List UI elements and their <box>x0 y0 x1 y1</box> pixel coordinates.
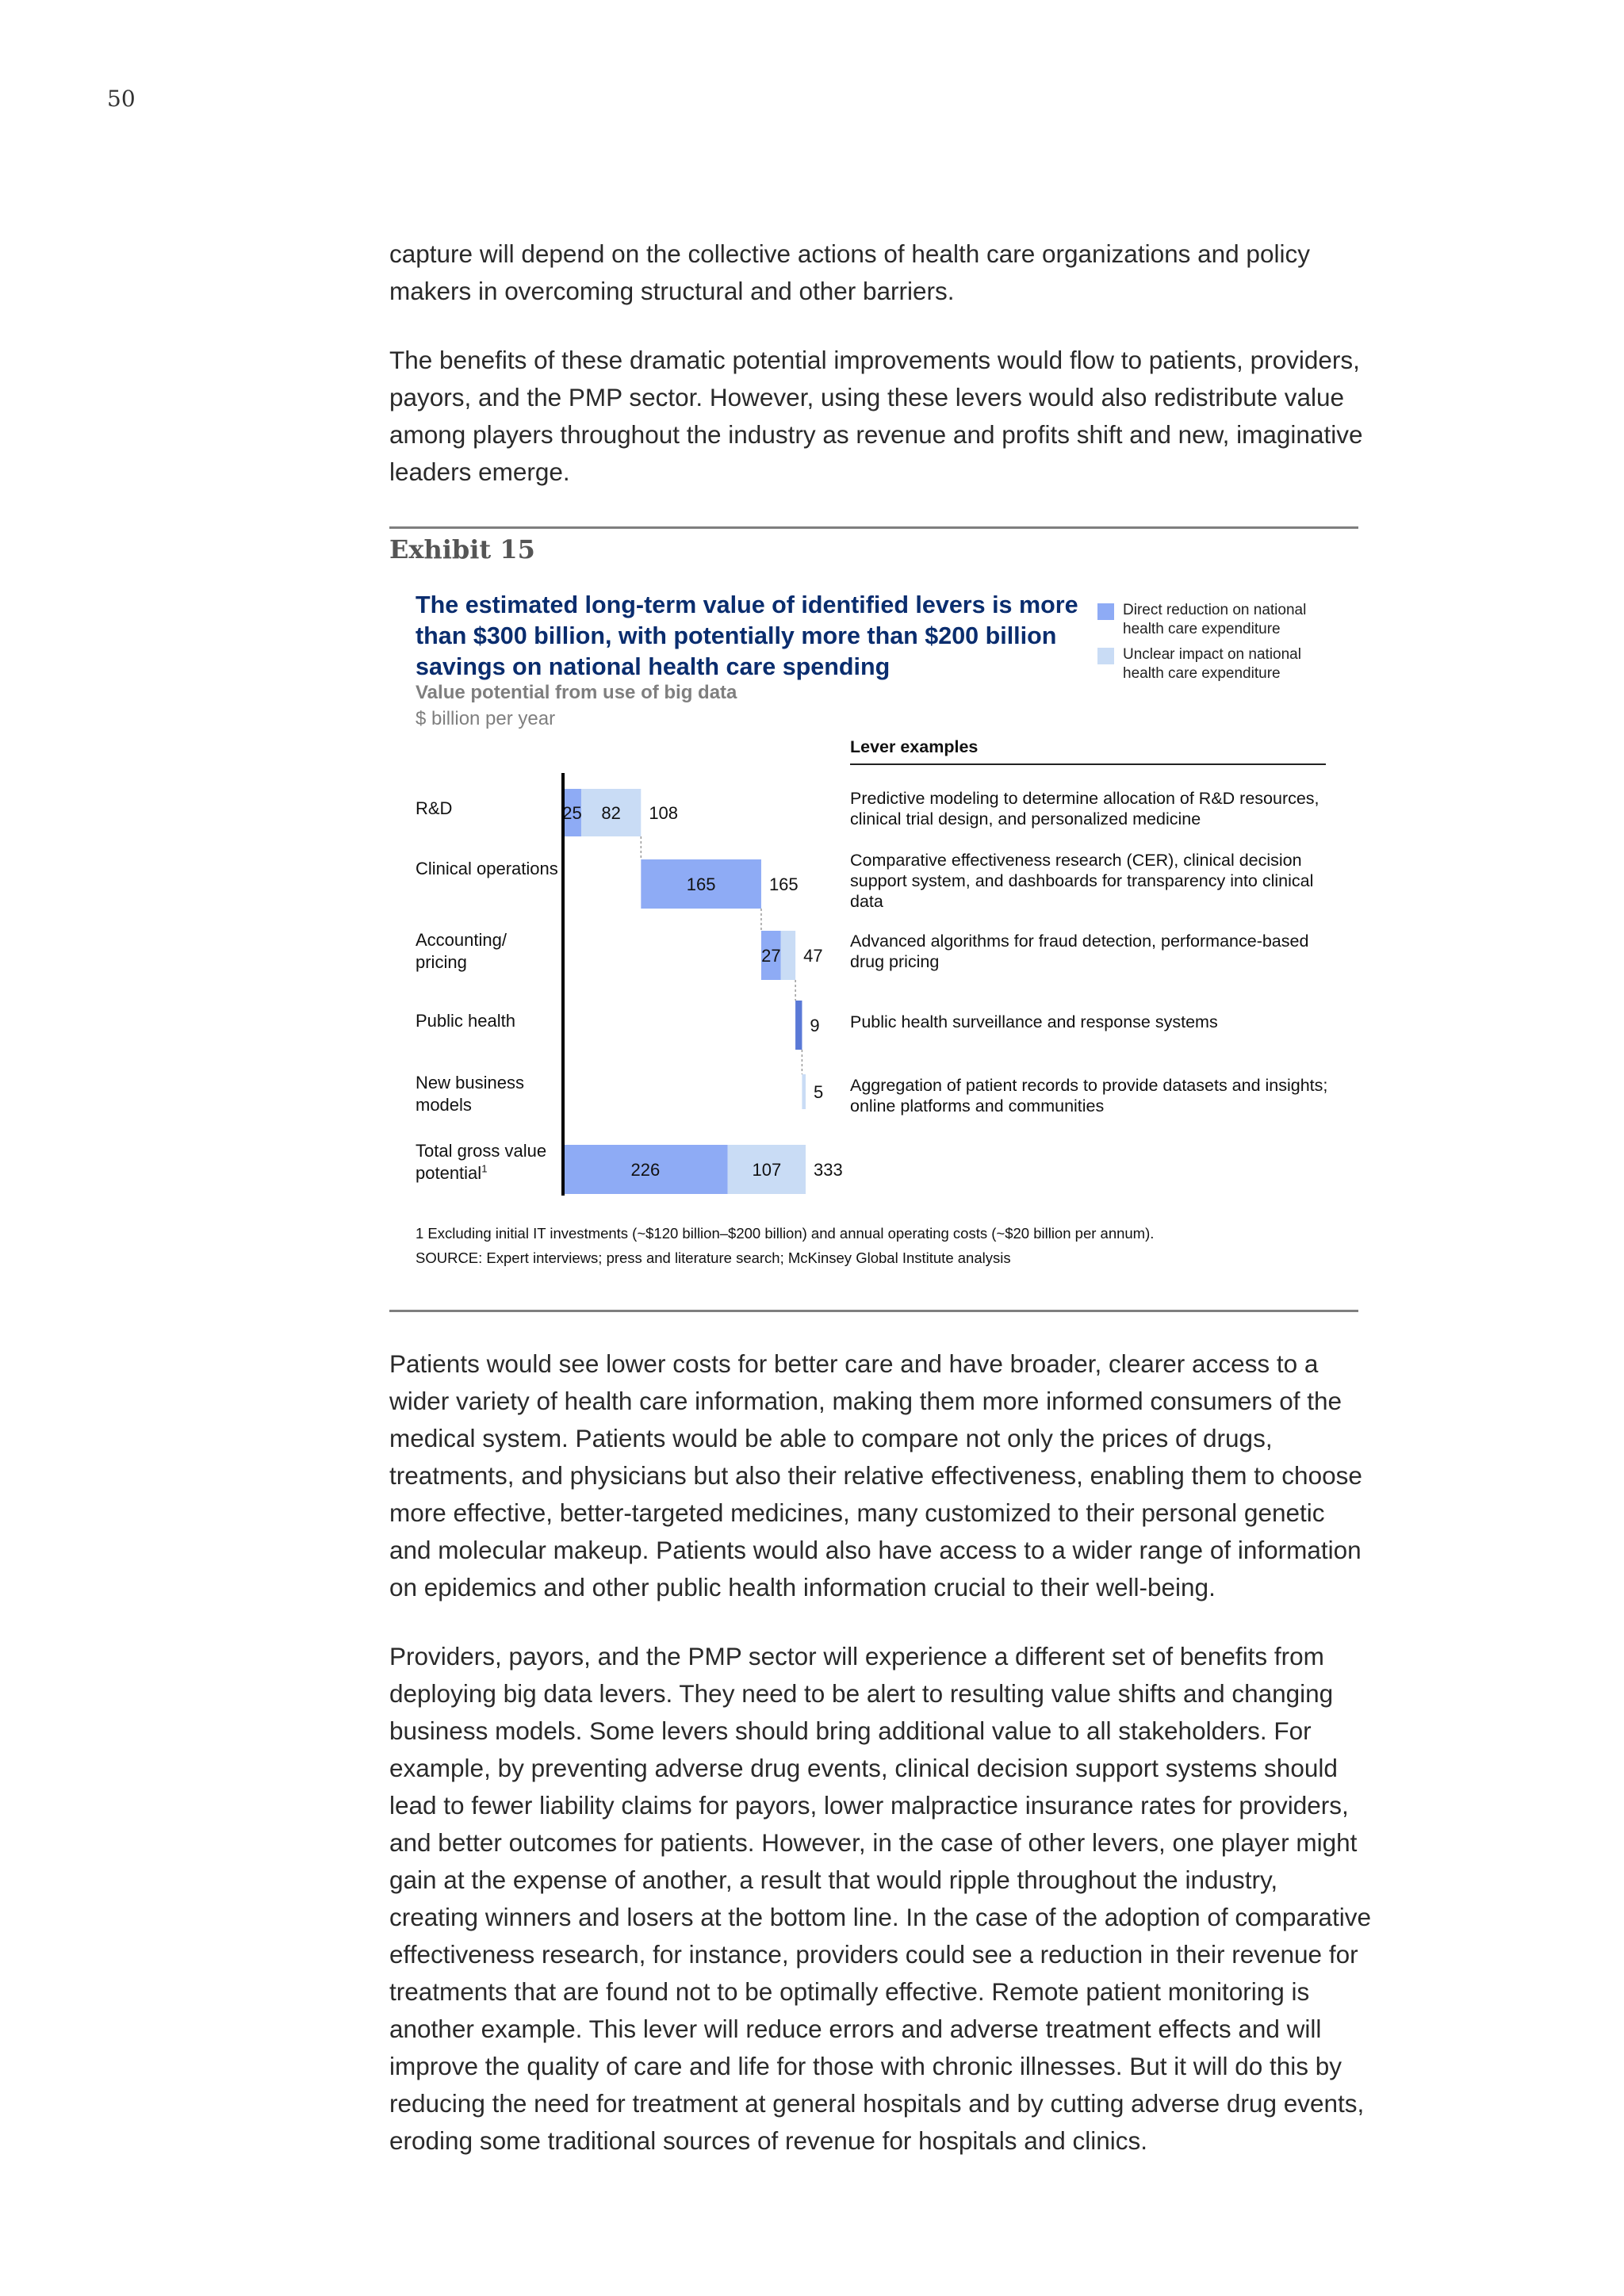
legend-label: Unclear impact on national health care expenditure <box>1123 646 1301 682</box>
total-label: 47 <box>803 946 823 966</box>
exhibit-bottom-rule <box>389 1310 1358 1312</box>
bar-direct-thin <box>795 1001 802 1050</box>
body-text <box>389 1345 1373 2191</box>
body-paragraph: Patients would see lower costs for better care and have broader, clearer access to a wider variety of health care information, making them more informed consumers of the medical system. Patients would be able to compare not only the prices of drugs, treatments, and physicians but also their relative effectiveness, enabling them to choose more effective, better-targeted medicines, many customized to their personal genetic and molecular makeup. Patients would also have access to a wider range of information on epidemics and other public health information crucial to their well-being. <box>389 1349 1362 1601</box>
lever-example-clinical-operations: Comparative effectiveness research (CER), clinical decision support system, and dashboards for transparency into clinical data <box>850 851 1314 911</box>
bar-unclear <box>802 1074 806 1109</box>
total-label: 5 <box>814 1082 824 1102</box>
segment-label: 25 <box>562 803 582 823</box>
row-label-accounting-pricing: Accounting/ pricing <box>416 930 507 972</box>
row-label-new-business-models: New business models <box>416 1073 524 1115</box>
lever-example-rnd: Predictive modeling to determine allocation of R&D resources, clinical trial design, and personalized medicine <box>850 789 1320 828</box>
row-label-public-health: Public health <box>416 1011 515 1031</box>
chart-unit: $ billion per year <box>416 708 556 729</box>
intro-paragraph: The benefits of these dramatic potential improvements would flow to patients, providers, payors, and the PMP sector. However, using these levers would also redistribute value among players throughout the industry as revenue and profits shift and new, imaginative leaders emerge. <box>389 346 1363 486</box>
segment-label: 226 <box>630 1160 661 1180</box>
body-paragraph: Providers, payors, and the PMP sector will experience a different set of benefits from deploying big data levers. They need to be alert to resulting value shifts and changing business models. Some levers should bring additional value to all stakeholders. For example, by preventing adverse drug events, clinical decision support systems should lead to fewer liability claims for payors, lower malpractice insurance rates for providers, and better outcomes for patients. However, in the case of other levers, one player might gain at the expense of another, a result that would ripple throughout the industry, creating winners and losers at the bottom line. In the case of the adoption of comparative effectiveness research, for instance, providers could see a reduction in their revenue for treatments that are found not to be optimally effective. Remote patient monitoring is another example. This lever will reduce errors and adverse treatment effects and will improve the quality of care and life for those with chronic illnesses. But it will do this by reducing the need for treatment at general hospitals and by cutting adverse drug events, eroding some traditional sources of revenue for hospitals and clinics. <box>389 1642 1371 2155</box>
chart-footnote: 1 Excluding initial IT investments (~$120 billion–$200 billion) and annual operating costs (~$20 billion per annum). <box>416 1225 1155 1242</box>
page-number: 50 <box>107 86 136 112</box>
segment-label: 165 <box>686 874 716 894</box>
chart-title: The estimated long-term value of identified levers is more than $300 billion, with potentially more than $200 billion savings on national health care spending <box>416 591 1078 680</box>
chart-source: SOURCE: Expert interviews; press and literature search; McKinsey Global Institute analysis <box>416 1249 1011 1266</box>
lever-example-public-health: Public health surveillance and response systems <box>850 1012 1218 1031</box>
lever-examples-header: Lever examples <box>850 737 979 756</box>
chart-subtitle: Value potential from use of big data <box>416 682 737 703</box>
segment-label: 27 <box>761 946 781 966</box>
intro-paragraph: capture will depend on the collective actions of health care organizations and policy makers in overcoming structural and other barriers. <box>389 239 1310 305</box>
row-label-rnd: R&D <box>416 798 453 818</box>
total-label: 9 <box>810 1016 820 1035</box>
row-label-total-text: Total gross value potential <box>416 1141 547 1183</box>
bar-unclear <box>781 931 795 980</box>
segment-label: 107 <box>752 1160 782 1180</box>
total-label: 165 <box>768 874 799 894</box>
total-label: 108 <box>649 803 679 823</box>
segment-label: 82 <box>601 803 621 823</box>
total-label: 333 <box>814 1160 843 1180</box>
footnote-marker: 1 <box>481 1162 488 1175</box>
lever-example-new-business-models: Aggregation of patient records to provide datasets and insights; online platforms and communities <box>850 1076 1328 1115</box>
lever-example-accounting-pricing: Advanced algorithms for fraud detection, performance-based drug pricing <box>850 932 1309 971</box>
row-label-clinical-operations: Clinical operations <box>416 859 558 878</box>
legend-label: Direct reduction on national health care expenditure <box>1123 602 1307 637</box>
exhibit-label: Exhibit 15 <box>389 534 535 564</box>
